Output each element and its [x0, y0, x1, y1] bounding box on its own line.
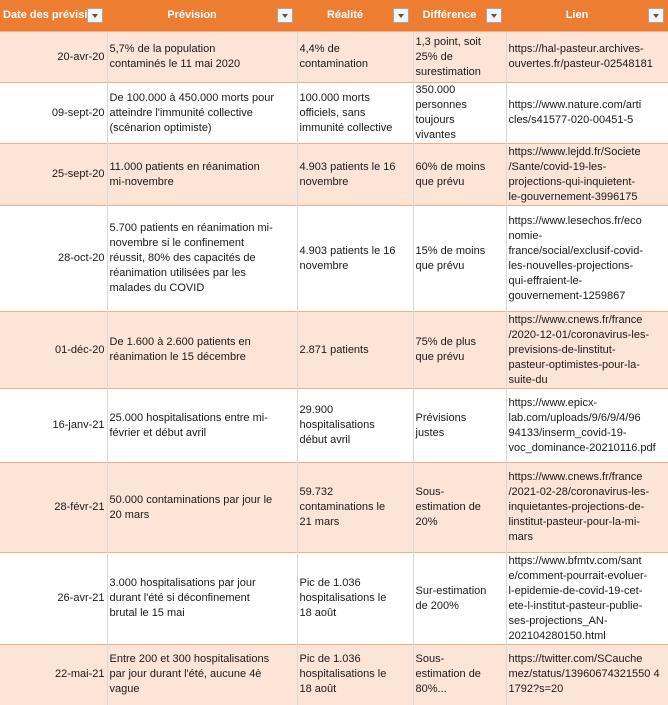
cell-realite[interactable]: 4,4% de contamination [297, 32, 413, 83]
cell-realite[interactable]: 4.903 patients le 16 novembre [297, 144, 413, 206]
cell-prevision[interactable]: 25.000 hospitalisations entre mi- février et début avril [107, 389, 297, 463]
cell-lien[interactable]: https://www.cnews.fr/france /2020-12-01/coronavirus-les- previsions-de-linstitut- pasteur-optimistes-pour-la- suite-du [506, 312, 668, 389]
cell-difference[interactable]: 75% de plus que prévu [413, 312, 506, 389]
cell-difference[interactable]: 1,3 point, soit 25% de surestimation [413, 32, 506, 83]
table-row [0, 312, 668, 389]
cell-realite[interactable]: 2.871 patients [297, 312, 413, 389]
cell-realite[interactable]: 59.732 contaminations le 21 mars [297, 463, 413, 553]
header-label: Date des prévisi [3, 9, 88, 21]
cell-difference[interactable]: Prévisions justes [413, 389, 506, 463]
cell-date[interactable]: 28-févr-21 [0, 463, 107, 553]
cell-lien[interactable]: https://www.bfmtv.com/sant e/comment-pourrait-evoluer- l-epidemie-de-covid-19-cet- ete-l-institut-pasteur-publie- ses-projections_AN- 202104280150.html [506, 553, 668, 645]
filter-dropdown-icon[interactable] [393, 8, 409, 23]
header-realite [297, 0, 413, 32]
cell-prevision[interactable]: 5.700 patients en réanimation mi- novembre si le confinement réussit, 80% des capacités de réanimation utilisées par les malades du COVID [107, 206, 297, 312]
cell-difference[interactable]: 15% de moins que prévu [413, 206, 506, 312]
cell-prevision[interactable]: De 100.000 à 450.000 morts pour atteindre l'immunité collective (scénarion optimiste) [107, 83, 297, 144]
cell-date[interactable]: 22-mai-21 [0, 645, 107, 705]
cell-date[interactable]: 16-janv-21 [0, 389, 107, 463]
cell-lien[interactable]: https://www.lejdd.fr/Societe /Sante/covid-19-les- projections-qui-inquietent- le-gouvernement-3996175 [506, 144, 668, 206]
cell-prevision[interactable]: 5,7% de la population contaminés le 11 mai 2020 [107, 32, 297, 83]
cell-difference[interactable]: 60% de moins que prévu [413, 144, 506, 206]
cell-date[interactable]: 09-sept-20 [0, 83, 107, 144]
cell-lien[interactable]: https://twitter.com/SCauche mez/status/13960674321550 4 1792?s=20 [506, 645, 668, 705]
cell-prevision[interactable]: De 1.600 à 2.600 patients en réanimation le 15 décembre [107, 312, 297, 389]
cell-lien[interactable]: https://www.nature.com/arti cles/s41577-020-00451-5 [506, 83, 668, 144]
cell-lien[interactable]: https://www.lesechos.fr/eco nomie- france/social/exclusif-covid- les-nouvelles-projections- qui-effraient-le- gouvernement-1259867 [506, 206, 668, 312]
table-row [0, 463, 668, 553]
header-row [0, 0, 668, 32]
cell-lien[interactable]: https://www.cnews.fr/france /2021-02-28/coronavirus-les- inquietantes-projections-de- linstitut-pasteur-pour-la-mi- mars [506, 463, 668, 553]
table-row [0, 206, 668, 312]
table-row [0, 553, 668, 645]
header-lien [506, 0, 668, 32]
header-label: Réalité [326, 9, 364, 21]
cell-prevision[interactable]: 11.000 patients en réanimation mi-novembre [107, 144, 297, 206]
filter-dropdown-icon[interactable] [486, 8, 502, 23]
cell-prevision[interactable]: 50.000 contaminations par jour le 20 mars [107, 463, 297, 553]
cell-lien[interactable]: https://hal-pasteur.archives- ouvertes.fr/pasteur-02548181 [506, 32, 668, 83]
header-label: Lien [565, 9, 589, 21]
cell-date[interactable]: 26-avr-21 [0, 553, 107, 645]
cell-realite[interactable]: 29.900 hospitalisations début avril [297, 389, 413, 463]
cell-date[interactable]: 20-avr-20 [0, 32, 107, 83]
cell-difference[interactable]: Sous- estimation de 80%... [413, 645, 506, 705]
cell-date[interactable]: 25-sept-20 [0, 144, 107, 206]
header-label: Différence [422, 9, 477, 21]
filter-dropdown-icon[interactable] [87, 8, 103, 23]
table-row [0, 83, 668, 144]
header-difference [413, 0, 506, 32]
header-date [0, 0, 107, 32]
cell-date[interactable]: 28-oct-20 [0, 206, 107, 312]
table-row [0, 389, 668, 463]
header-prevision [107, 0, 297, 32]
table-row [0, 645, 668, 705]
filter-dropdown-icon[interactable] [277, 8, 293, 23]
filter-dropdown-icon[interactable] [648, 8, 664, 23]
cell-prevision[interactable]: 3.000 hospitalisations par jour durant l'été si déconfinement brutal le 15 mai [107, 553, 297, 645]
cell-realite[interactable]: Pic de 1.036 hospitalisations le 18 août [297, 553, 413, 645]
cell-difference[interactable]: 350.000 personnes toujours vivantes [413, 83, 506, 144]
cell-realite[interactable]: Pic de 1.036 hospitalisations le 18 août [297, 645, 413, 705]
cell-difference[interactable]: Sous- estimation de 20% [413, 463, 506, 553]
cell-lien[interactable]: https://www.epicx- lab.com/uploads/9/6/9/4/96 94133/inserm_covid-19- voc_dominance-20210116.pdf [506, 389, 668, 463]
cell-difference[interactable]: Sur-estimation de 200% [413, 553, 506, 645]
cell-prevision[interactable]: Entre 200 et 300 hospitalisations par jour durant l'été, aucune 4è vague [107, 645, 297, 705]
table-row [0, 144, 668, 206]
cell-realite[interactable]: 4.903 patients le 16 novembre [297, 206, 413, 312]
header-label: Prévision [167, 9, 217, 21]
table-row [0, 32, 668, 83]
cell-realite[interactable]: 100.000 morts officiels, sans immunité collective [297, 83, 413, 144]
cell-date[interactable]: 01-déc-20 [0, 312, 107, 389]
